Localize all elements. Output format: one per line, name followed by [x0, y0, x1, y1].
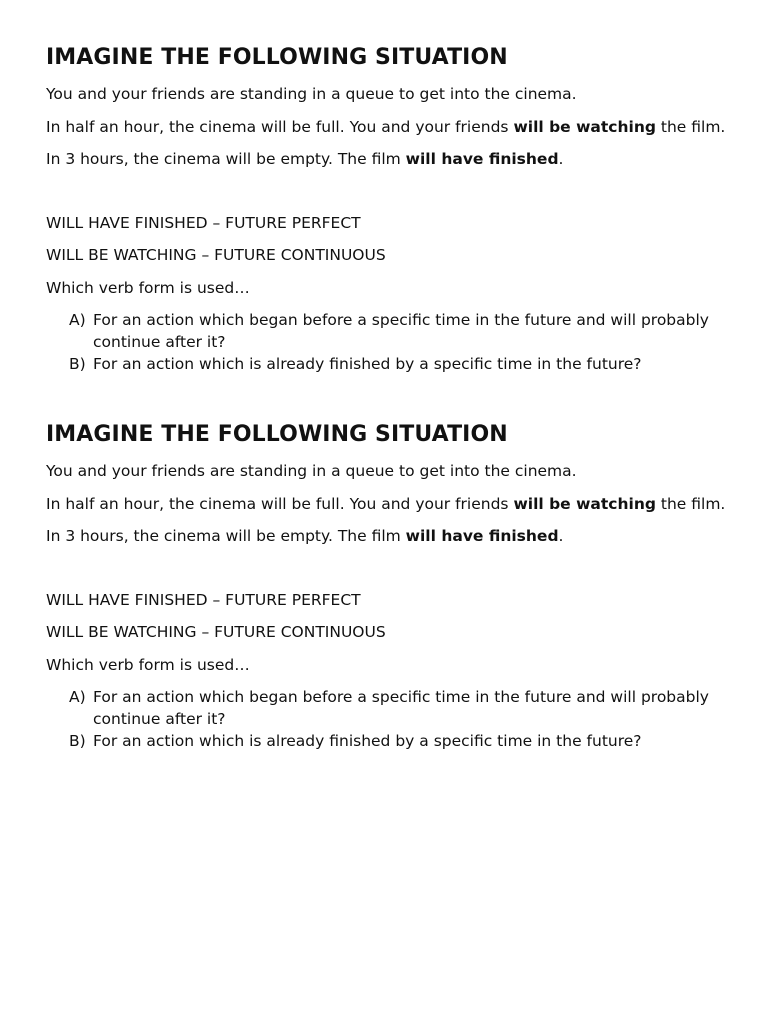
- situation-section-1: [46, 44, 736, 375]
- option-a: [69, 686, 736, 730]
- bold-verb-will-be-watching: will be watching: [513, 117, 656, 136]
- spacer: [46, 559, 736, 590]
- option-b: [69, 730, 736, 752]
- definition-future-perfect: WILL HAVE FINISHED – FUTURE PERFECT: [46, 213, 361, 232]
- option-text: For an action which is already finished by a specific time in the future?: [93, 732, 642, 750]
- option-a: [69, 309, 736, 353]
- text-span: the film.: [655, 117, 726, 136]
- situation-line-half-hour: [46, 494, 736, 514]
- text-span: In 3 hours, the cinema will be empty. The film: [46, 527, 406, 545]
- text-span: In 3 hours, the cinema will be empty. The film: [46, 150, 406, 168]
- situation-line-three-hours: [46, 149, 736, 169]
- bold-verb-will-have-finished: will have finished: [405, 527, 559, 545]
- text-span: .: [558, 150, 564, 168]
- option-letter: B): [69, 732, 86, 750]
- bold-verb-will-be-watching: will be watching: [513, 494, 656, 513]
- definition-future-perfect: WILL HAVE FINISHED – FUTURE PERFECT: [46, 590, 361, 609]
- section-heading: IMAGINE THE FOLLOWING SITUATION: [46, 422, 508, 447]
- question-prompt: Which verb form is used…: [46, 655, 250, 674]
- text-span: In half an hour, the cinema will be full. You and your friends: [46, 494, 514, 513]
- situation-line-queue: You and your friends are standing in a queue to get into the cinema.: [46, 85, 577, 103]
- option-letter: A): [69, 688, 86, 706]
- text-span: the film.: [655, 494, 726, 513]
- section-heading: IMAGINE THE FOLLOWING SITUATION: [46, 45, 508, 70]
- options-list: [69, 686, 736, 752]
- text-span: .: [558, 527, 564, 545]
- situation-section-2: [46, 421, 736, 752]
- situation-line-half-hour: [46, 117, 736, 137]
- option-letter: A): [69, 311, 86, 329]
- definition-future-continuous: WILL BE WATCHING – FUTURE CONTINUOUS: [46, 623, 386, 641]
- situation-line-queue: You and your friends are standing in a queue to get into the cinema.: [46, 462, 577, 480]
- option-text: For an action which began before a specific time in the future and will probably continue after it?: [93, 688, 709, 728]
- situation-line-three-hours: [46, 526, 736, 546]
- option-text: For an action which is already finished by a specific time in the future?: [93, 355, 642, 373]
- definition-future-continuous: WILL BE WATCHING – FUTURE CONTINUOUS: [46, 246, 386, 264]
- spacer: [46, 182, 736, 213]
- option-text: For an action which began before a specific time in the future and will probably continue after it?: [93, 311, 709, 351]
- option-b: [69, 353, 736, 375]
- option-letter: B): [69, 355, 86, 373]
- question-prompt: Which verb form is used…: [46, 278, 250, 297]
- text-span: In half an hour, the cinema will be full. You and your friends: [46, 117, 514, 136]
- bold-verb-will-have-finished: will have finished: [405, 150, 559, 168]
- options-list: [69, 309, 736, 375]
